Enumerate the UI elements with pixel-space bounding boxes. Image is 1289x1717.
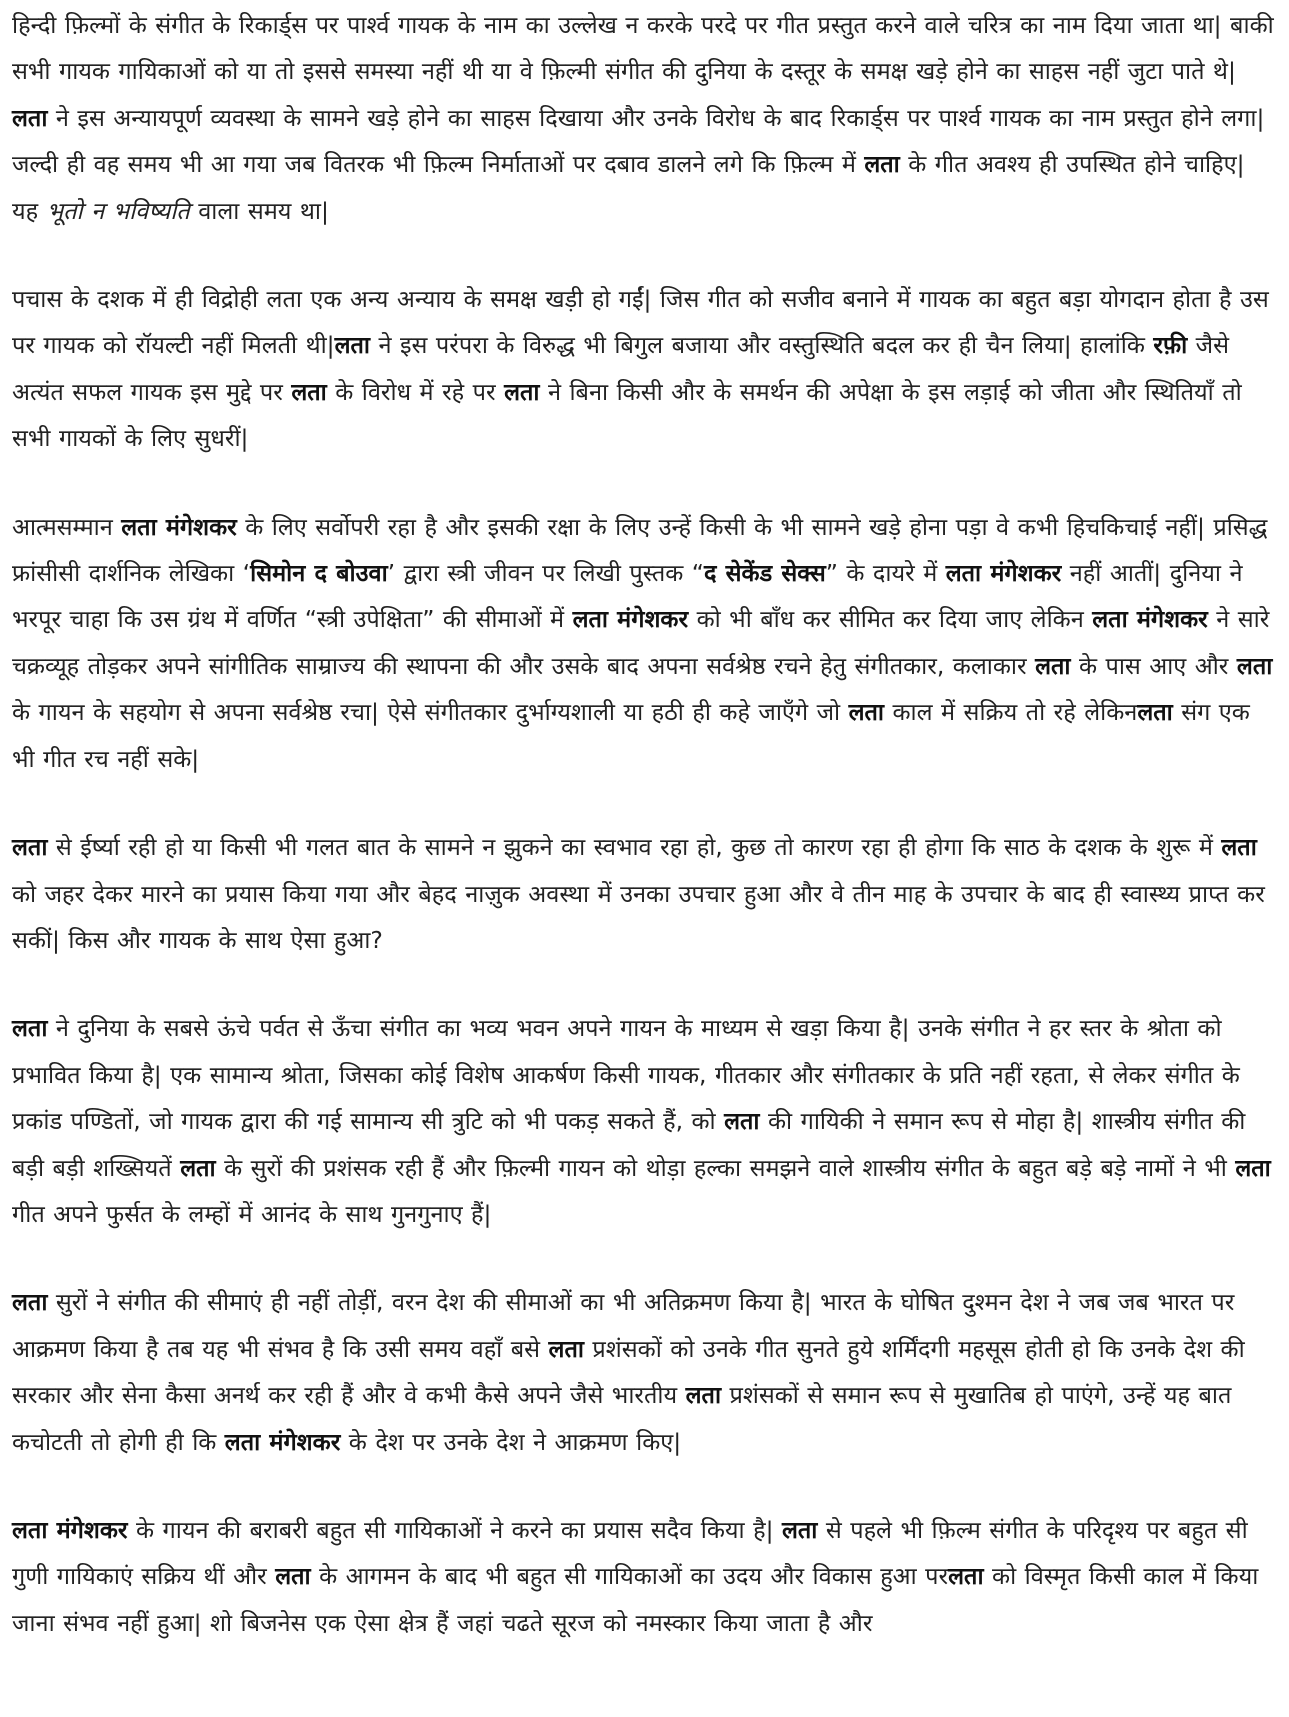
italic-phrase: भूतो न भविष्यति: [46, 196, 190, 225]
emphasis-name: द सेकेंड सेक्स: [703, 559, 826, 588]
emphasis-name: लता: [781, 1515, 818, 1544]
text-run: के देश पर उनके देश ने आक्रमण किए|: [340, 1427, 682, 1456]
text-run: के पास आए और: [1070, 651, 1237, 680]
emphasis-name: लता: [504, 377, 540, 406]
paragraph-4: [12, 824, 1277, 963]
text-run: के लिए सर्वोपरी रहा है और इसकी रक्षा के लिए उन्हें किसी के भी सामने खड़े होना पड़ा वे कभी हिचकिचाई नहीं| प्रसिद्ध फ्रांसीसी दार्शनिक लेखिका ‘: [12, 512, 1268, 588]
text-run: के सुरों की प्रशंसक रही हैं और फ़िल्मी गायन को थोड़ा हल्का समझने वाले शास्त्रीय संगीत के बहुत बड़े बड़े नामों ने भी: [215, 1153, 1236, 1182]
emphasis-name: लता: [12, 103, 48, 132]
emphasis-name: लता: [12, 1014, 48, 1043]
text-run: ने दुनिया के सबसे ऊंचे पर्वत से ऊँचा संगीत का भव्य भवन अपने गायन के माध्यम से खड़ा किया है| उनके संगीत ने हर स्तर के श्रोता को प्रभावित किया है| एक सामान्य श्रोता, जिसका कोई विशेष आकर्षण किसी गायक, गीतकार और संगीतकार के प्रति नहीं रहता, से लेकर संगीत के प्रकांड पण्डितों, जो गायक द्वारा की गई सामान्य सी त्रुटि को भी पकड़ सकते हैं, को: [12, 1014, 1240, 1136]
paragraph-7: [12, 1507, 1277, 1646]
text-run: ने बिना किसी और के समर्थन की अपेक्षा के इस लड़ाई को जीता और स्थितियाँ तो सभी गायकों के लिए सुधरीं|: [12, 377, 1242, 453]
emphasis-name: लता: [848, 698, 885, 727]
emphasis-name: लता: [275, 1562, 311, 1591]
text-run: को भी बाँध कर सीमित कर दिया जाए लेकिन: [688, 605, 1093, 634]
paragraph-1: [12, 2, 1277, 234]
text-run: पचास के दशक में ही विद्रोही लता एक अन्य अन्याय के समक्ष खड़ी हो गईं| जिस गीत को सजीव बनाने में गायक का बहुत बड़ा योगदान होता है उस पर गायक को रॉयल्टी नहीं मिलती थी|: [12, 285, 1269, 360]
text-run: हिन्दी फ़िल्मों के संगीत के रिकार्ड्स पर पार्श्व गायक के नाम का उल्लेख न करके परदे पर गीत प्रस्तुत करने वाले चरित्र का नाम दिया जाता था| बाकी सभी गायक गायिकाओं को या तो इससे समस्या नहीं थी या वे फ़िल्मी संगीत की दुनिया के दस्तूर के समक्ष खड़े होने का साहस नहीं जुटा पाते थे|: [12, 11, 1274, 86]
emphasis-name: लता: [1137, 698, 1173, 727]
text-run: ने सारे चक्रव्यूह तोड़कर अपने सांगीतिक साम्राज्य की स्थापना की और उसके बाद अपना सर्वश्रेष्ठ रचने हेतु संगीतकार, कलाकार: [12, 605, 1270, 680]
paragraph-6: [12, 1279, 1277, 1465]
text-run: ने इस अन्यायपूर्ण व्यवस्था के सामने खड़े होने का साहस दिखाया और उनके विरोध के बाद रिकार्ड्स पर पार्श्व गायक का नाम प्रस्तुत होने लगा| जल्दी ही वह समय भी आ गया जब वितरक भी फ़िल्म निर्माताओं पर दबाव डालने लगे कि फ़िल्म में: [12, 103, 1265, 179]
emphasis-name: लता: [1221, 833, 1257, 862]
text-run: के गीत अवश्य ही उपस्थित होने चाहिए| यह: [12, 150, 1245, 225]
text-run: संग एक भी गीत रच नहीं सके|: [12, 698, 1250, 773]
text-run: के विरोध में रहे पर: [326, 377, 505, 406]
text-run: प्रशंसकों से समान रूप से मुखातिब हो पाएंगे, उन्हें यह बात कचोटती तो होगी ही कि: [12, 1381, 1232, 1456]
emphasis-name: रफ़ी: [1153, 331, 1188, 360]
text-run: के आगमन के बाद भी बहुत सी गायिकाओं का उदय और विकास हुआ पर: [310, 1562, 949, 1591]
emphasis-name: लता मंगेशकर: [224, 1427, 341, 1456]
paragraph-2: [12, 276, 1277, 462]
text-run: को विस्मृत किसी काल में किया जाना संभव नहीं हुआ| शो बिजनेस एक ऐसा क्षेत्र हैं जहां चढते सूरज को नमस्कार किया जाता है और: [12, 1562, 1259, 1637]
emphasis-name: लता: [180, 1153, 216, 1182]
emphasis-name: लता: [948, 1562, 984, 1591]
text-run: नहीं आतीं| दुनिया ने भरपूर चाहा कि उस ग्रंथ में वर्णित “स्त्री उपेक्षिता” की सीमाओं में: [12, 559, 1243, 634]
emphasis-name: लता: [685, 1381, 722, 1410]
text-run: को जहर देकर मारने का प्रयास किया गया और बेहद नाज़ुक अवस्था में उनका उपचार हुआ और वे तीन माह के उपचार के बाद ही स्वास्थ्य प्राप्त कर सकीं| किस और गायक के साथ ऐसा हुआ?: [12, 879, 1265, 954]
emphasis-name: लता मंगेशकर: [12, 1515, 128, 1544]
text-run: के गायन के सहयोग से अपना सर्वश्रेष्ठ रचा| ऐसे संगीतकार दुर्भाग्यशाली या हठी ही कहे जाएँगे जो: [12, 698, 849, 727]
emphasis-name: लता मंगेशकर: [121, 512, 237, 541]
emphasis-name: लता: [12, 833, 48, 862]
emphasis-name: लता: [1235, 1153, 1271, 1182]
emphasis-name: लता: [724, 1107, 760, 1136]
text-run: से ईर्ष्या रही हो या किसी भी गलत बात के सामने न झुकने का स्वभाव रहा हो, कुछ तो कारण रहा ही होगा कि साठ के दशक के शुरू में: [47, 833, 1222, 862]
emphasis-name: लता मंगेशकर: [1092, 605, 1208, 634]
text-run: की गायिकी ने समान रूप से मोहा है| शास्त्रीय संगीत की बड़ी बड़ी शख्सियतें: [12, 1107, 1246, 1182]
text-run: ’ द्वारा स्त्री जीवन पर लिखी पुस्तक “: [387, 559, 704, 588]
text-run: काल में सक्रिय तो रहे लेकिन: [884, 698, 1138, 727]
emphasis-name: लता: [864, 150, 900, 179]
text-run: के गायन की बराबरी बहुत सी गायिकाओं ने करने का प्रयास सदैव किया है|: [127, 1515, 782, 1544]
text-run: जैसे अत्यंत सफल गायक इस मुद्दे पर: [12, 331, 1229, 406]
text-run: गीत अपने फुर्सत के लम्हों में आनंद के साथ गुनगुनाए हैं|: [12, 1199, 492, 1228]
paragraph-5: [12, 1005, 1277, 1237]
article-body: [12, 2, 1277, 1688]
emphasis-name: सिमोन द बोउवा: [250, 559, 388, 588]
emphasis-name: लता मंगेशकर: [945, 559, 1062, 588]
text-run: ” के दायरे में: [825, 559, 946, 588]
text-run: आत्मसम्मान: [12, 512, 122, 541]
text-run: से पहले भी फ़िल्म संगीत के परिदृश्य पर बहुत सी गुणी गायिकाएं सक्रिय थीं और: [12, 1515, 1248, 1591]
text-run: ने इस परंपरा के विरुद्ध भी बिगुल बजाया और वस्तुस्थिति बदल कर ही चैन लिया| हालांकि: [370, 331, 1154, 360]
emphasis-name: लता: [291, 377, 327, 406]
emphasis-name: लता: [1035, 651, 1071, 680]
emphasis-name: लता मंगेशकर: [572, 605, 689, 634]
paragraph-3: [12, 504, 1277, 782]
text-run: प्रशंसकों को उनके गीत सुनते हुये शर्मिंदगी महसूस होती हो कि उनके देश की सरकार और सेना कैसा अनर्थ कर रही हैं और वे कभी कैसे अपने जैसे भारतीय: [12, 1334, 1245, 1410]
emphasis-name: लता: [548, 1334, 584, 1363]
text-run: वाला समय था|: [189, 196, 329, 225]
emphasis-name: लता: [334, 331, 371, 360]
emphasis-name: लता: [12, 1288, 48, 1317]
text-run: सुरों ने संगीत की सीमाएं ही नहीं तोड़ीं, वरन देश की सीमाओं का भी अतिक्रमण किया है| भारत के घोषित दुश्मन देश ने जब जब भारत पर आक्रमण किया है तब यह भी संभव है कि उसी समय वहाँ बसे: [12, 1288, 1235, 1363]
emphasis-name: लता: [1236, 651, 1273, 680]
